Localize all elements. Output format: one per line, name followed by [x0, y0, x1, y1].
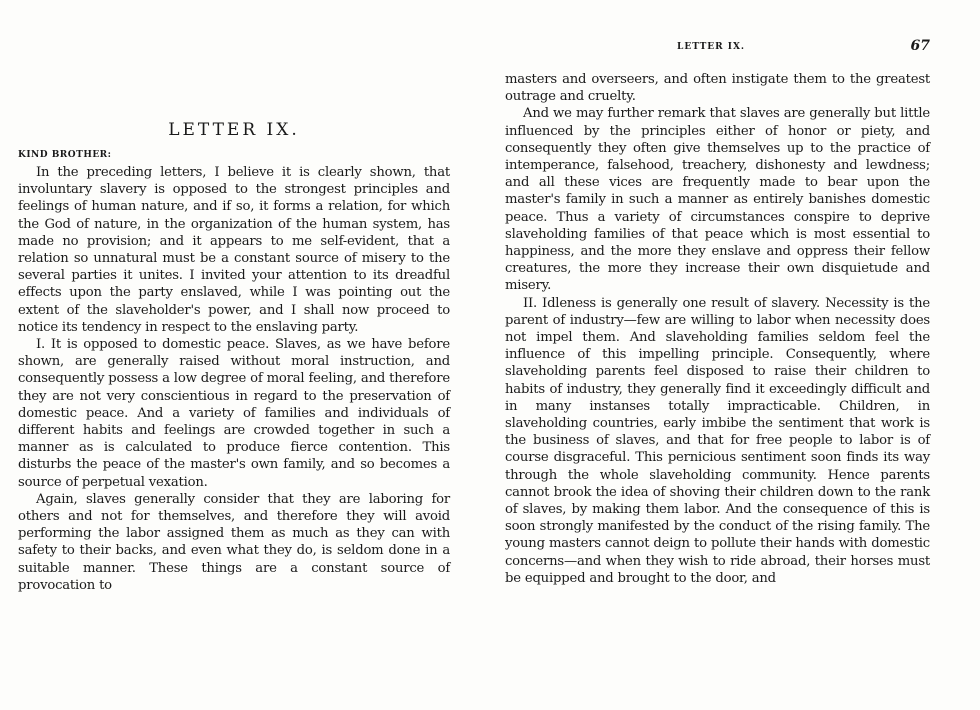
running-head: [505, 40, 930, 54]
paragraph: In the preceding letters, I believe it is clearly shown, that involuntary slavery is opposed to the strongest principles and feelings of human nature, and if so, it forms a relation, for which the God of nature, in the organization of the human system, has made no provision; and it appears to me self-evident, that a relation so unnatural must be a constant source of misery to the several parties it unites. I invited your attention to its dreadful effects upon the party enslaved, while I was pointing out the extent of the slaveholder's power, and I shall now proceed to notice its tendency in respect to the enslaving party.: [18, 165, 450, 335]
paragraph: I. It is opposed to domestic peace. Slaves, as we have before shown, are generally raised without moral instruction, and consequently possess a low degree of moral feeling, and therefore they are not very conscientious in regard to the preservation of domestic peace. And a variety of families and individuals of different habits and feelings are crowded together in such a manner as is calculated to produce fierce contention. This disturbs the peace of the master's own family, and so becomes a source of perpetual vexation.: [18, 337, 450, 490]
right-page: [505, 0, 930, 710]
salutation: KIND BROTHER:: [18, 150, 112, 160]
paragraph: II. Idleness is generally one result of slavery. Necessity is the parent of industry—few are willing to labor when necessity does not impel them. And slaveholding families seldom feel the influence of this impelling principle. Consequently, where slaveholding parents feel disposed to raise their children to habits of industry, they generally find it exceedingly difficult and in many instanses totally impracticable. Children, in slaveholding countries, early imbibe the sentiment that work is the business of slaves, and that for free people to labor is of course disgraceful. This pernicious sentiment soon finds its way through the whole slaveholding community. Hence parents cannot brook the idea of shoving their children down to the rank of slaves, by making them labor. And the consequence of this is soon strongly manifested by the conduct of the rising family. The young masters cannot deign to pollute their hands with domestic concerns—and when they wish to ride abroad, their horses must be equipped and brought to the door, and: [505, 295, 930, 586]
left-page-body: [18, 164, 450, 594]
chapter-title: LETTER IX.: [168, 120, 300, 140]
paragraph: Again, slaves generally consider that they are laboring for others and not for themselves, and therefore they will avoid performing the labor assigned them as much as they can with safety to their backs, and even what they do, is seldom done in a suitable manner. These things are a constant source of provocation to: [18, 491, 450, 593]
page-number: 67: [910, 38, 930, 54]
left-page: [18, 0, 450, 710]
paragraph: masters and overseers, and often instigate them to the greatest outrage and cruelty.: [505, 72, 930, 105]
right-page-body: [505, 71, 930, 587]
running-head-title: LETTER IX.: [677, 42, 746, 52]
paragraph: And we may further remark that slaves are generally but little influenced by the principles either of honor or piety, and consequently they often give themselves up to the practice of intemperance, falsehood, treachery, dishonesty and lewdness; and all these vices are frequently made to bear upon the master's family in such a manner as entirely banishes domestic peace. Thus a variety of circumstances conspire to deprive slaveholding families of that peace which is most essential to happiness, and the more they enslave and oppress their fellow creatures, the more they increase their own disquietude and misery.: [505, 106, 930, 294]
